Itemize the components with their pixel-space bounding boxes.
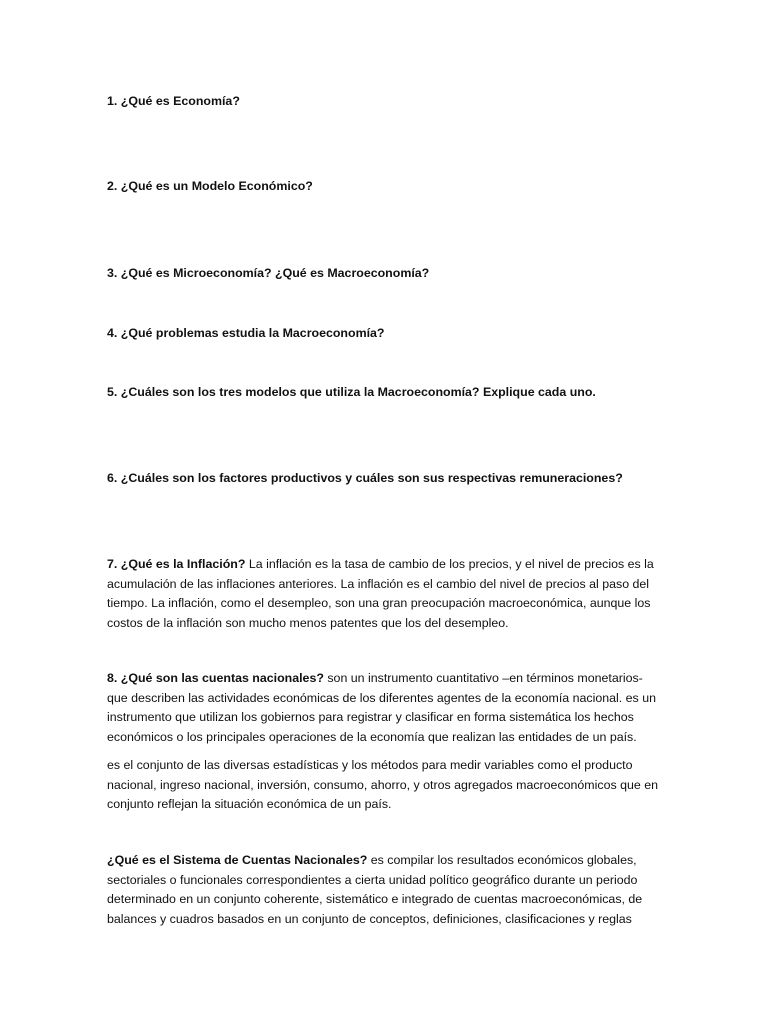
question-8: 8. ¿Qué son las cuentas nacionales? [107,671,324,685]
answer-9: es compilar los resultados económicos globales, sectoriales o funcionales correspondientes a cierta unidad político geográfico durante un periodo determinado en un conjunto coherente, sistemático e integrado de cuentas macroeconómicas, de balances y cuadros basados en un conjunto de conceptos, definiciones, clasificaciones y reglas [107,853,643,926]
answer-8: son un instrumento cuantitativo –en términos monetarios- que describen las actividades económicas de los diferentes agentes de la economía nacional. es un instrumento que utilizan los gobiernos para registrar y clasificar en forma sistemática los hechos económicos o los principales operaciones de la economía que realizan las entidades de un país. [107,671,656,744]
question-7: 7. ¿Qué es la Inflación? [107,557,249,571]
question-9-block [107,851,662,929]
question-6: 6. ¿Cuáles son los factores productivos y cuáles son sus respectivas remuneraciones? [107,471,623,485]
question-5: 5. ¿Cuáles son los tres modelos que utiliza la Macroeconomía? Explique cada uno. [107,385,596,399]
question-9: ¿Qué es el Sistema de Cuentas Nacionales? [107,853,371,867]
question-8-block [107,669,662,747]
question-2: 2. ¿Qué es un Modelo Económico? [107,179,313,193]
question-3: 3. ¿Qué es Microeconomía? ¿Qué es Macroeconomía? [107,266,430,280]
answer-8-continued: es el conjunto de las diversas estadísticas y los métodos para medir variables como el producto nacional, ingreso nacional, inversión, consumo, ahorro, y otros agregados macroeconómicos que en conjunto reflejan la situación económica de un país. [107,758,659,811]
question-7-block [107,555,662,633]
question-1: 1. ¿Qué es Economía? [107,94,240,108]
question-4: 4. ¿Qué problemas estudia la Macroeconomía? [107,326,385,340]
answer-7: La inflación es la tasa de cambio de los precios, y el nivel de precios es la acumulación de las inflaciones anteriores. La inflación es el cambio del nivel de precios al paso del tiempo. La inflación, como el desempleo, son una gran preocupación macroeconómica, aunque los costos de la inflación son mucho menos patentes que los del desempleo. [107,557,654,630]
